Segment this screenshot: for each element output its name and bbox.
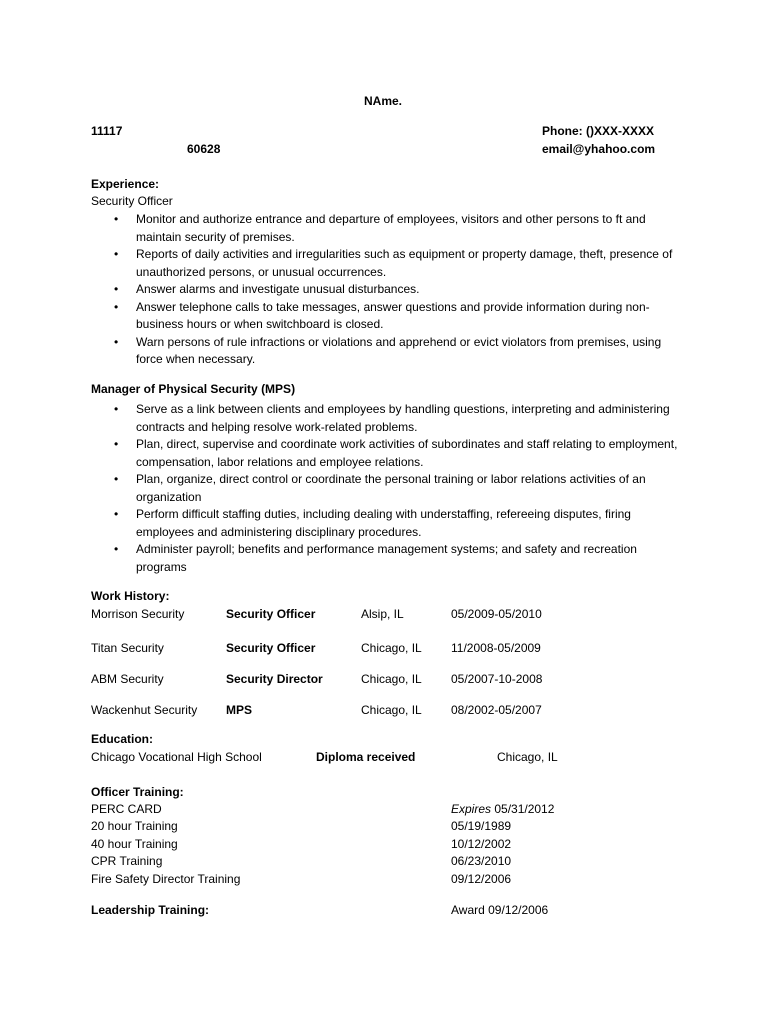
leadership-heading: Leadership Training:: [91, 903, 210, 917]
email-address: email@yhahoo.com: [542, 142, 656, 156]
duty-item: • Answer telephone calls to take messages, answer questions and provide information during non-business hours or when switchboard is closed.: [91, 299, 681, 334]
job-title-security-officer: Security Officer: [91, 194, 173, 208]
duty-item: • Administer payroll; benefits and performance management systems; and safety and recreation programs: [91, 541, 681, 576]
duty-item: • Plan, organize, direct control or coordinate the personal training or labor relations activities of an organization: [91, 471, 681, 506]
training-date: [451, 801, 554, 818]
work-title: Security Director: [226, 672, 323, 686]
school-location: Chicago, IL: [497, 750, 558, 764]
duty-item: • Answer alarms and investigate unusual disturbances.: [91, 281, 681, 299]
work-company: Wackenhut Security: [91, 703, 198, 717]
job-title-mps: Manager of Physical Security (MPS): [91, 382, 296, 396]
duty-item: • Reports of daily activities and irregularities such as equipment or property damage, theft, presence of unauthorized persons, or unusual occurrences.: [91, 246, 681, 281]
training-date: 10/12/2002: [451, 837, 512, 851]
work-company: Titan Security: [91, 641, 164, 655]
mps-duties: [91, 401, 681, 576]
training-name: CPR Training: [91, 854, 163, 868]
address-line-2: 60628: [187, 142, 221, 156]
training-name: 20 hour Training: [91, 819, 178, 833]
work-title: Security Officer: [226, 607, 316, 621]
leadership-award: Award 09/12/2006: [451, 903, 549, 917]
education-heading: Education:: [91, 732, 153, 746]
work-title: MPS: [226, 703, 253, 717]
work-dates: 11/2008-05/2009: [451, 641, 541, 655]
training-date: 06/23/2010: [451, 854, 512, 868]
work-company: Morrison Security: [91, 607, 185, 621]
training-date: 09/12/2006: [451, 872, 512, 886]
officer-training-heading: Officer Training:: [91, 785, 184, 799]
training-name: PERC CARD: [91, 802, 162, 816]
work-dates: 05/2009-05/2010: [451, 607, 542, 621]
duty-item: • Monitor and authorize entrance and departure of employees, visitors and other persons to ft and maintain security of premises.: [91, 211, 681, 246]
work-dates: 08/2002-05/2007: [451, 703, 542, 717]
security-officer-duties: [91, 211, 681, 369]
duty-item: • Perform difficult staffing duties, including dealing with understaffing, refereeing disputes, firing employees and administering disciplinary procedures.: [91, 506, 681, 541]
training-date-prefix: Expires: [451, 802, 492, 816]
experience-heading: Experience:: [91, 177, 160, 191]
work-dates: 05/2007-10-2008: [451, 672, 543, 686]
duty-item: • Plan, direct, supervise and coordinate work activities of subordinates and staff relating to employment, compensation, labor relations and employee relations.: [91, 436, 681, 471]
work-company: ABM Security: [91, 672, 164, 686]
work-location: Chicago, IL: [361, 641, 422, 655]
work-location: Alsip, IL: [361, 607, 404, 621]
work-title: Security Officer: [226, 641, 316, 655]
phone-number: Phone: ()XXX-XXXX: [542, 124, 655, 138]
diploma-status: Diploma received: [316, 750, 416, 764]
work-history-heading: Work History:: [91, 589, 170, 603]
training-name: 40 hour Training: [91, 837, 178, 851]
training-date-value: 05/31/2012: [491, 802, 555, 816]
training-name: Fire Safety Director Training: [91, 872, 241, 886]
work-location: Chicago, IL: [361, 703, 422, 717]
school-name: Chicago Vocational High School: [91, 750, 262, 764]
work-location: Chicago, IL: [361, 672, 422, 686]
duty-item: • Serve as a link between clients and employees by handling questions, interpreting and administering contracts and helping resolve work-related problems.: [91, 401, 681, 436]
duty-item: • Warn persons of rule infractions or violations and apprehend or evict violators from premises, using force when necessary.: [91, 334, 681, 369]
candidate-name: NAme.: [364, 94, 403, 108]
training-date: 05/19/1989: [451, 819, 512, 833]
address-line-1: 11117: [91, 124, 123, 138]
